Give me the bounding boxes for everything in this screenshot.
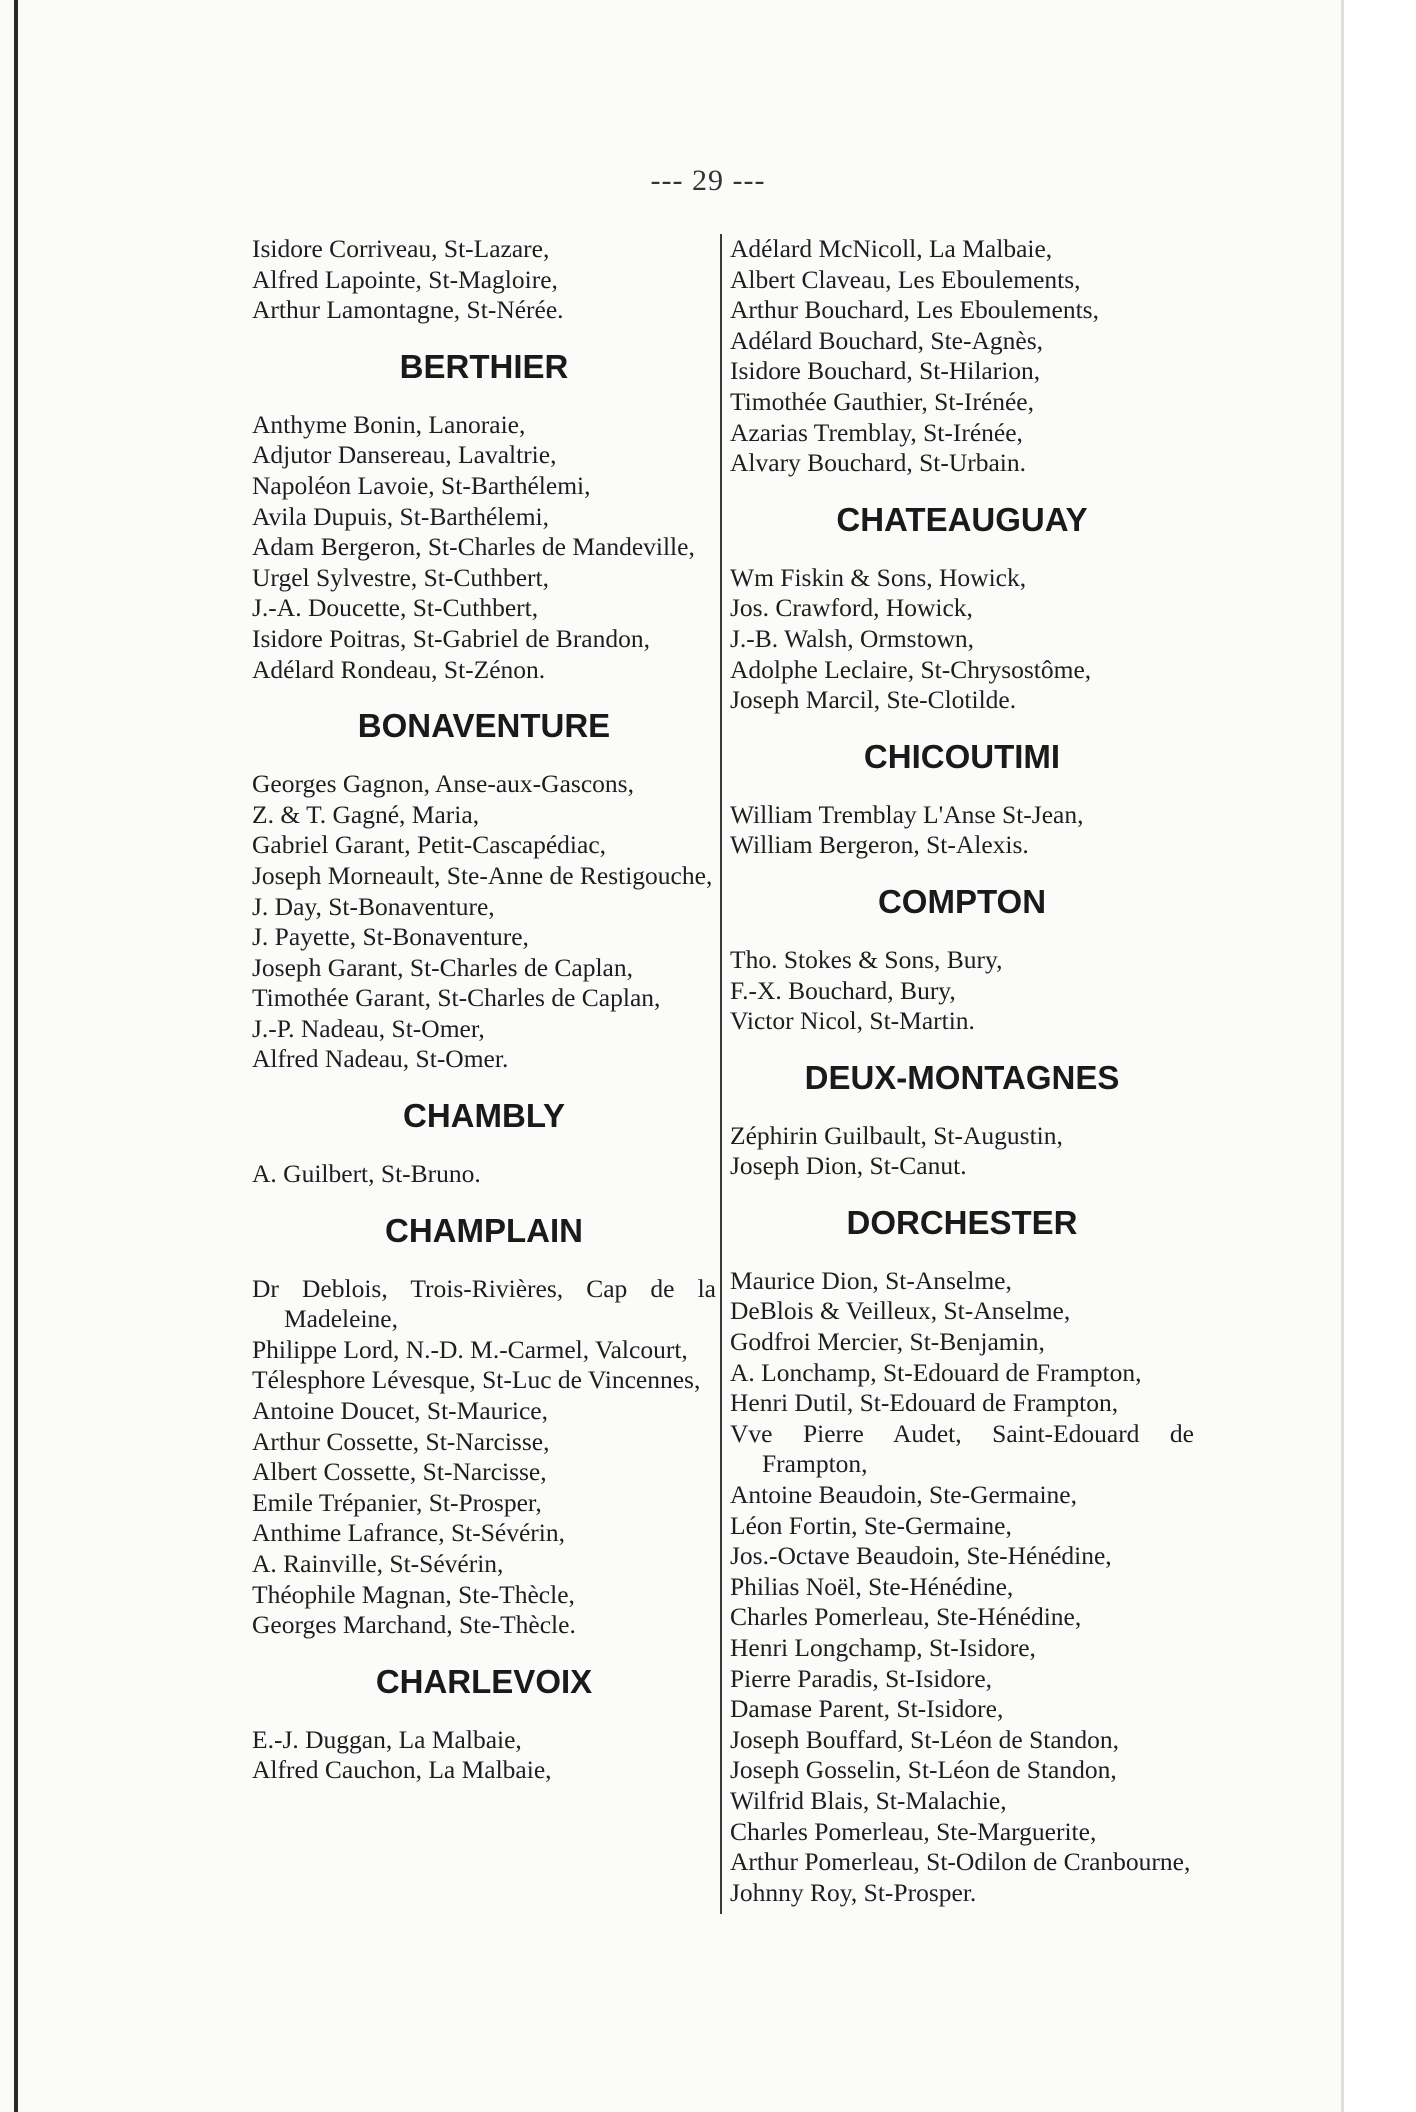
directory-entry: Pierre Paradis, St-Isidore, [730,1663,993,1693]
directory-entry: Alfred Nadeau, St-Omer. [252,1044,509,1074]
directory-entry: William Tremblay L'Anse St-Jean, [730,799,1084,829]
directory-entry: DeBlois & Veilleux, St-Anselme, [730,1296,1071,1326]
directory-entry: Adjutor Dansereau, Lavaltrie, [252,440,557,470]
directory-entry: Isidore Poitras, St-Gabriel de Brandon, [252,623,651,653]
directory-entry: Adolphe Leclaire, St-Chrysostôme, [730,654,1092,684]
directory-entry: Philias Noël, Ste-Hénédine, [730,1571,1014,1601]
directory-entry: Timothée Garant, St-Charles de Caplan, [252,983,661,1013]
directory-entry: Zéphirin Guilbault, St-Augustin, [730,1120,1063,1150]
section-block [252,1212,716,1641]
directory-entry: William Bergeron, St-Alexis. [730,830,1029,860]
directory-entry: F.-X. Bouchard, Bury, [730,975,956,1005]
column-divider [720,234,722,1914]
directory-entry: J.-P. Nadeau, St-Omer, [252,1013,485,1043]
section-heading: DORCHESTER [846,1203,1078,1241]
directory-entry: Anthyme Bonin, Lanoraie, [252,409,526,439]
directory-entry: Adélard Rondeau, St-Zénon. [252,654,546,684]
directory-entry: Charles Pomerleau, Ste-Marguerite, [730,1816,1097,1846]
directory-entry: Albert Cossette, St-Narcisse, [252,1457,547,1487]
directory-entry: Urgel Sylvestre, St-Cuthbert, [252,562,549,592]
directory-entry: J. Day, St-Bonaventure, [252,891,495,921]
directory-entry: Alvary Bouchard, St-Urbain. [730,448,1027,478]
directory-entry: Anthime Lafrance, St-Sévérin, [252,1518,565,1548]
directory-entry: Dr Deblois, Trois-Rivières, Cap de la Madeleine, [252,1273,716,1334]
directory-entry: Tho. Stokes & Sons, Bury, [730,944,1003,974]
directory-entry: Johnny Roy, St-Prosper. [730,1877,977,1907]
directory-entry: Philippe Lord, N.-D. M.-Carmel, Valcourt, [252,1334,688,1364]
directory-entry: Azarias Tremblay, St-Irénée, [730,417,1023,447]
section-heading: CHAMBLY [403,1097,565,1135]
section-block [730,1059,1194,1182]
directory-entry: Joseph Garant, St-Charles de Caplan, [252,952,633,982]
directory-entry: Joseph Morneault, Ste-Anne de Restigouche, [252,860,713,890]
directory-entry: Wilfrid Blais, St-Malachie, [730,1785,1007,1815]
directory-entry: Georges Marchand, Ste-Thècle. [252,1610,576,1640]
directory-entry: Wm Fiskin & Sons, Howick, [730,562,1027,592]
directory-entry: Timothée Gauthier, St-Irénée, [730,386,1034,416]
section-block [730,234,1194,479]
page-margin-edge [1341,0,1416,2112]
section-heading: CHAMPLAIN [385,1211,583,1249]
page-number: --- 29 --- [650,164,766,197]
directory-entry: A. Lonchamp, St-Edouard de Frampton, [730,1357,1142,1387]
directory-entry: Avila Dupuis, St-Barthélemi, [252,501,549,531]
left-column [252,234,716,1786]
directory-entry: Henri Dutil, St-Edouard de Frampton, [730,1388,1119,1418]
directory-entry: Victor Nicol, St-Martin. [730,1006,975,1036]
section-block [730,1204,1194,1908]
directory-entry: Jos. Crawford, Howick, [730,593,973,623]
directory-entry: Théophile Magnan, Ste-Thècle, [252,1579,575,1609]
section-heading: CHICOUTIMI [863,737,1061,775]
directory-entry: Joseph Gosselin, St-Léon de Standon, [730,1755,1117,1785]
directory-entry: Arthur Bouchard, Les Eboulements, [730,295,1099,325]
section-block [252,234,716,326]
directory-entry: Joseph Marcil, Ste-Clotilde. [730,685,1017,715]
directory-entry: Arthur Lamontagne, St-Nérée. [252,295,564,325]
directory-entry: Arthur Cossette, St-Narcisse, [252,1426,550,1456]
directory-entry: Antoine Beaudoin, Ste-Germaine, [730,1480,1077,1510]
directory-entry: J.-A. Doucette, St-Cuthbert, [252,593,539,623]
section-block [730,883,1194,1037]
directory-entry: Alfred Cauchon, La Malbaie, [252,1755,552,1785]
section-block [252,1663,716,1786]
directory-entry: Joseph Dion, St-Canut. [730,1151,967,1181]
directory-entry: J.-B. Walsh, Ormstown, [730,623,974,653]
directory-entry: Georges Gagnon, Anse-aux-Gascons, [252,769,634,799]
directory-entry: Emile Trépanier, St-Prosper, [252,1487,542,1517]
section-block [252,1097,716,1190]
section-block [730,501,1194,716]
section-block [252,707,716,1075]
directory-entry: Albert Claveau, Les Eboulements, [730,264,1081,294]
directory-entry: A. Rainville, St-Sévérin, [252,1549,504,1578]
directory-entry: Joseph Bouffard, St-Léon de Standon, [730,1724,1120,1754]
directory-entry: Godfroi Mercier, St-Benjamin, [730,1327,1045,1357]
directory-entry: Télesphore Lévesque, St-Luc de Vincennes, [252,1365,701,1395]
section-heading: CHARLEVOIX [375,1662,593,1700]
section-heading: BERTHIER [399,347,569,385]
directory-entry: J. Payette, St-Bonaventure, [252,922,529,952]
section-block [252,348,716,685]
directory-entry: Arthur Pomerleau, St-Odilon de Cranbourne, [730,1847,1191,1877]
directory-entry: Adam Bergeron, St-Charles de Mandeville, [252,532,695,562]
right-column [730,234,1194,1908]
directory-entry: Gabriel Garant, Petit-Cascapédiac, [252,830,607,860]
directory-entry: Napoléon Lavoie, St-Barthélemi, [252,470,591,500]
section-heading: CHATEAUGUAY [836,500,1088,538]
directory-entry: Adélard McNicoll, La Malbaie, [730,234,1053,263]
directory-entry: Damase Parent, St-Isidore, [730,1694,1004,1724]
directory-entry: A. Guilbert, St-Bruno. [252,1159,481,1189]
directory-entry: Léon Fortin, Ste-Germaine, [730,1510,1012,1540]
section-heading: DEUX-MONTAGNES [804,1058,1120,1096]
directory-entry: Z. & T. Gagné, Maria, [252,799,480,829]
directory-entry: Isidore Bouchard, St-Hilarion, [730,356,1041,386]
directory-entry: Jos.-Octave Beaudoin, Ste-Hénédine, [730,1541,1112,1571]
directory-entry: E.-J. Duggan, La Malbaie, [252,1724,522,1754]
section-heading: COMPTON [877,882,1047,920]
binding-edge [14,0,18,2112]
directory-entry: Maurice Dion, St-Anselme, [730,1265,1012,1295]
section-heading: BONAVENTURE [357,707,611,745]
directory-entry: Charles Pomerleau, Ste-Hénédine, [730,1602,1082,1632]
directory-entry: Henri Longchamp, St-Isidore, [730,1633,1036,1662]
directory-entry: Alfred Lapointe, St-Magloire, [252,264,558,294]
directory-entry: Adélard Bouchard, Ste-Agnès, [730,325,1043,355]
directory-entry: Isidore Corriveau, St-Lazare, [252,234,550,263]
section-block [730,738,1194,861]
directory-entry: Antoine Doucet, St-Maurice, [252,1396,549,1426]
directory-entry: Vve Pierre Audet, Saint-Edouard de Frampton, [730,1418,1194,1479]
